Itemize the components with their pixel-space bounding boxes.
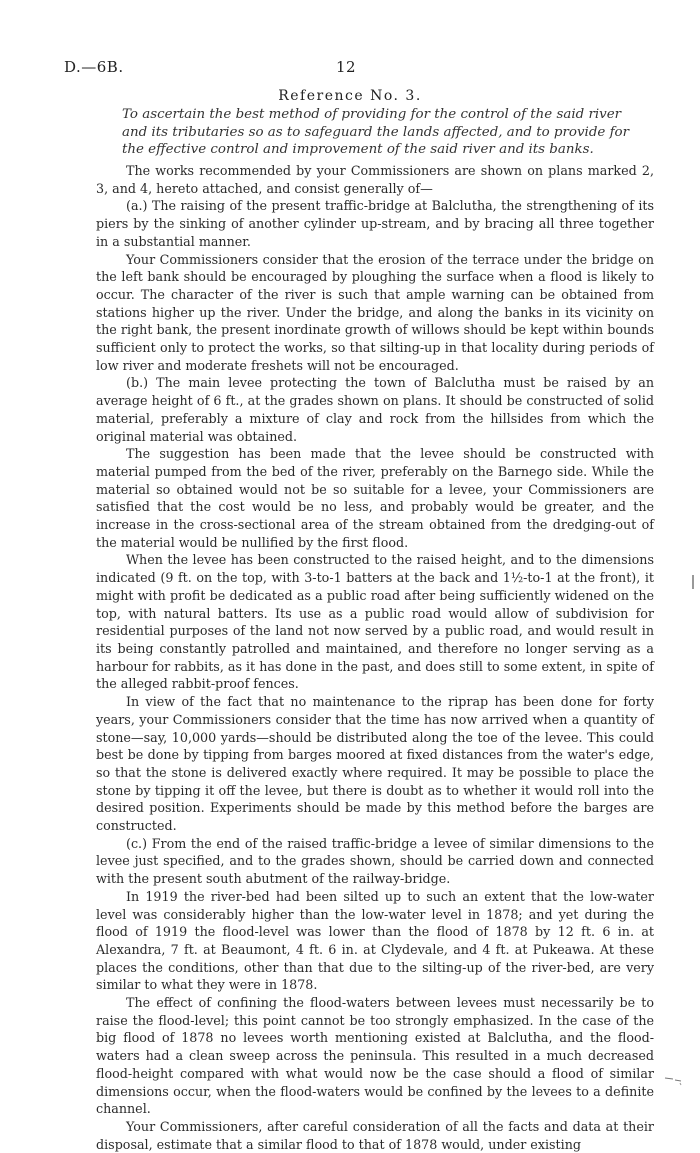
margin-mark xyxy=(692,575,694,589)
paragraph: In 1919 the river-bed had been silted up to such an extent that the low-water level was considerably higher than the low-water level in 1878; and yet during the flood of 1919 the flood-level was lower than the flood of 1878 by 12 ft. 6 in. at Alexandra, 7 ft. at Beaumont, 4 ft. 6 in. at Clydevale, and 4 ft. at Pukeawa. At these places the conditions, other than that due to the silting-up of the river-bed, are very similar to what they were in 1878. xyxy=(96,888,654,993)
paragraph: Your Commissioners, after careful consideration of all the facts and data at their disposal, estimate that a similar flood to that of 1878 would, under existing xyxy=(96,1118,654,1152)
paragraph: (a.) The raising of the present traffic-bridge at Balclutha, the strengthening of its piers by the sinking of another cylinder up-stream, and by bracing all three together in a substantial manner. xyxy=(96,198,654,249)
body-text xyxy=(96,162,654,1153)
document-id: D.—6B. xyxy=(64,58,124,76)
margin-mark xyxy=(663,1071,683,1087)
paragraph: In view of the fact that no maintenance to the riprap has been done for forty years, your Commissioners consider that the time has now arrived when a quantity of stone—say, 10,000 yards—should be distributed along the toe of the levee. This could best be done by tipping from barges moored at fixed distances from the water's edge, so that the stone is delivered exactly where required. It may be possible to place the stone by tipping it off the levee, but there is doubt as to whether it would roll into the desired position. Experiments should be made by this method before the barges are constructed. xyxy=(96,694,654,834)
paragraph: The effect of confining the flood-waters between levees must necessarily be to raise the flood-level; this point cannot be too strongly emphasized. In the case of the big flood of 1878 no levees worth mentioning existed at Balclutha, and the flood-waters had a clean sweep across the peninsula. This resulted in a much decreased flood-height compared with what would now be the case should a flood of similar dimensions occur, when the flood-waters would be confined by the levees to a definite channel. xyxy=(96,995,654,1117)
terms-of-reference: To ascertain the best method of providing for the control of the said river and its tributaries so as to safeguard the lands affected, and to provide for the effective control and improvement of the said river and its banks. xyxy=(122,107,629,157)
paragraph: Your Commissioners consider that the erosion of the terrace under the bridge on the left bank should be encouraged by ploughing the surface when a flood is likely to occur. The character of the river is such that ample warning can be obtained from stations higher up the river. Under the bridge, and along the banks in its vicinity on the right bank, the present inordinate growth of willows should be kept within bounds sufficient only to protect the works, so that silting-up in that locality during periods of low river and moderate freshets will not be encouraged. xyxy=(96,251,654,373)
paragraph: When the levee has been constructed to the raised height, and to the dimensions indicated (9 ft. on the top, with 3-to-1 batters at the back and 1½-to-1 at the front), it might with profit be dedicated as a public road after being sufficiently widened on the top, with natural batters. Its use as a public road would allow of subdivision for residential purposes of the land not now served by a public road, and would result in its being constantly patrolled and maintained, and therefore no longer serving as a harbour for rabbits, as it has done in the past, and does still to some extent, in spite of the alleged rabbit-proof fences. xyxy=(96,552,654,692)
paragraph: (c.) From the end of the raised traffic-bridge a levee of similar dimensions to the levee just specified, and to the grades shown, should be carried down and connected with the present south abutment of the railway-bridge. xyxy=(96,835,654,887)
paragraph: The suggestion has been made that the levee should be constructed with material pumped from the bed of the river, preferably on the Barnego side. While the material so obtained would not be so suitable for a levee, your Commissioners are satisfied that the cost would be no less, and probably would be greater, and the increase in the cross-sectional area of the stream obtained from the dredging-out of the material would be nullified by the first flood. xyxy=(96,446,654,550)
reference-heading: Reference No. 3. xyxy=(278,88,422,104)
paragraph: (b.) The main levee protecting the town of Balclutha must be raised by an average height of 6 ft., at the grades shown on plans. It should be constructed of solid material, preferably a mixture of clay and rock from the hillsides from which the original material was obtained. xyxy=(96,375,654,444)
paragraph: The works recommended by your Commissioners are shown on plans marked 2, 3, and 4, hereto attached, and consist generally of— xyxy=(96,163,654,196)
page-number: 12 xyxy=(336,58,357,76)
